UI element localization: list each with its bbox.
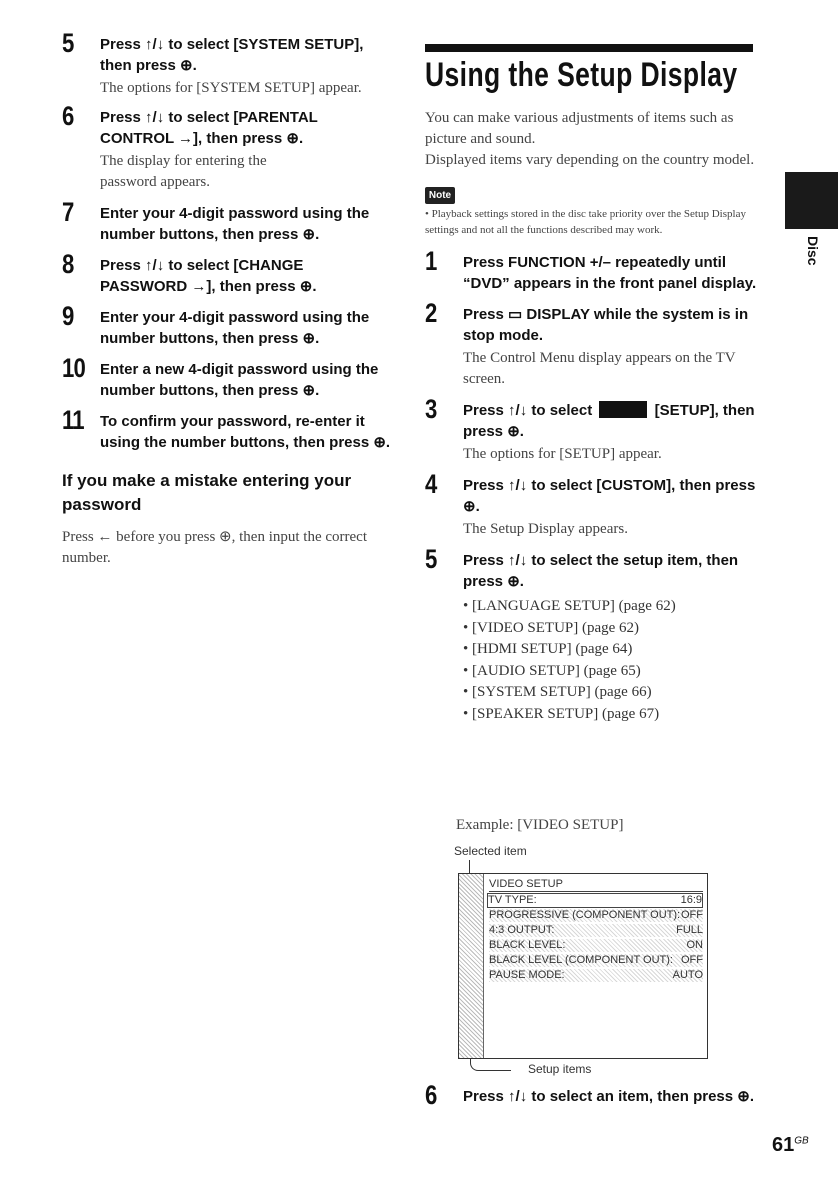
step-6-right xyxy=(425,1080,798,1110)
step-8-left xyxy=(62,249,394,297)
list-item: • [SYSTEM SETUP] (page 66) xyxy=(463,684,652,700)
step-10-left xyxy=(62,353,394,401)
list-item: • [SPEAKER SETUP] (page 67) xyxy=(463,705,660,722)
note-block xyxy=(425,185,760,238)
page-suffix: GB xyxy=(794,1135,809,1147)
setup-display-screenshot xyxy=(458,873,708,1059)
step-number: 3 xyxy=(425,394,437,424)
step-number: 6 xyxy=(425,1080,437,1110)
list-item: • [VIDEO SETUP] (page 62) xyxy=(463,619,640,636)
mistake-heading: If you make a mistake entering your password xyxy=(62,471,352,514)
step-title-part-b: [SETUP], then press ⊕. xyxy=(463,402,755,440)
step-number: 4 xyxy=(425,469,437,499)
step-desc: The Control Menu display appears on the TV screen. xyxy=(463,350,736,387)
step-number: 5 xyxy=(62,28,74,58)
selected-item-caption: Selected item xyxy=(454,844,527,858)
step-title: Enter your 4-digit password using the number buttons, then press ⊕. xyxy=(100,205,370,243)
screen-row: BLACK LEVEL: ON xyxy=(489,939,703,951)
example-label: Example: [VIDEO SETUP] xyxy=(456,817,624,833)
step-number: 1 xyxy=(425,246,437,276)
mistake-text: Press ← before you press ⊕, then input the correct number. xyxy=(62,529,367,566)
section-tab-label: Disc xyxy=(805,236,821,266)
screen-row: PROGRESSIVE (COMPONENT OUT): OFF xyxy=(489,909,703,921)
step-title xyxy=(463,400,760,442)
step-number: 2 xyxy=(425,298,437,328)
step-9-left xyxy=(62,301,394,349)
step-title: Enter your 4-digit password using the number buttons, then press ⊕. xyxy=(100,309,370,347)
note-text: • Playback settings stored in the disc take priority over the Setup Display settings and not all the functions described may work. xyxy=(425,208,746,236)
step-title: Press ↑/↓ to select the setup item, then press ⊕. xyxy=(463,552,739,590)
setup-items-column xyxy=(459,874,484,1058)
list-item: • [LANGUAGE SETUP] (page 62) xyxy=(463,598,676,614)
step-desc: The options for [SETUP] appear. xyxy=(463,446,662,462)
screen-row: 4:3 OUTPUT: FULL xyxy=(489,924,703,936)
step-title: Press ↑/↓ to select [SYSTEM SETUP], then press ⊕. xyxy=(100,36,364,74)
step-desc: The display for entering the password appears. xyxy=(100,153,267,190)
step-1-right xyxy=(425,246,760,294)
step-title: Enter a new 4-digit password using the number buttons, then press ⊕. xyxy=(100,361,379,399)
setup-items-caption: Setup items xyxy=(528,1062,592,1076)
step-title: Press ↑/↓ to select [CHANGE PASSWORD →], then press ⊕. xyxy=(100,257,317,295)
step-title: Press ▭ DISPLAY while the system is in stop mode. xyxy=(463,306,749,344)
step-4-right xyxy=(425,469,760,540)
page-number: $61^{GB}$ xyxy=(772,1134,809,1156)
list-item: • [HDMI SETUP] (page 64) xyxy=(463,641,633,657)
step-3-right xyxy=(425,394,760,465)
step-title: Press ↑/↓ to select [PARENTAL CONTROL →], then press ⊕. xyxy=(100,109,318,147)
step-title: To confirm your password, re-enter it using the number buttons, then press ⊕. xyxy=(100,413,391,451)
left-column xyxy=(62,28,394,569)
list-item: • [AUDIO SETUP] (page 65) xyxy=(463,662,641,679)
page-title: Using the Setup Display xyxy=(425,56,738,94)
step-number: 6 xyxy=(62,101,74,131)
intro-line-2: Displayed items vary depending on the country model. xyxy=(425,152,755,168)
setup-items-pointer xyxy=(470,1058,511,1071)
screen-row: PAUSE MODE: AUTO xyxy=(489,969,703,981)
step-desc: The Setup Display appears. xyxy=(463,521,628,537)
setup-toolbox-icon xyxy=(599,401,647,418)
note-icon: Note xyxy=(425,187,455,204)
step-desc: The options for [SYSTEM SETUP] appear. xyxy=(100,80,362,96)
screen-row-selected: TV TYPE: 16:9 xyxy=(488,894,702,906)
step-title: Press ↑/↓ to select [CUSTOM], then press ⊕. xyxy=(463,477,756,515)
title-rule xyxy=(425,44,753,52)
step-2-right xyxy=(425,298,760,390)
section-tab xyxy=(785,172,838,229)
step-5-right xyxy=(425,544,760,725)
step-11-left xyxy=(62,405,394,453)
screen-row: BLACK LEVEL (COMPONENT OUT): OFF xyxy=(489,954,703,966)
step-number: 7 xyxy=(62,197,74,227)
step-number: 5 xyxy=(425,544,437,574)
step-5-left xyxy=(62,28,394,99)
step-title: Press ↑/↓ to select an item, then press ⊕. xyxy=(463,1088,755,1105)
step-number: 10 xyxy=(62,353,85,383)
step-number: 11 xyxy=(62,405,84,435)
intro-line-1: You can make various adjustments of items such as picture and sound. xyxy=(425,110,734,147)
screen-title: VIDEO SETUP xyxy=(489,878,703,892)
step-number: 8 xyxy=(62,249,74,279)
right-column xyxy=(425,108,760,735)
step-7-left xyxy=(62,197,394,245)
step-6-left xyxy=(62,101,394,193)
step-title: Press FUNCTION +/– repeatedly until “DVD” appears in the front panel display. xyxy=(463,254,757,292)
step-number: 9 xyxy=(62,301,74,331)
setup-item-list xyxy=(463,596,760,725)
step-title-part-a: Press ↑/↓ to select xyxy=(463,402,593,419)
